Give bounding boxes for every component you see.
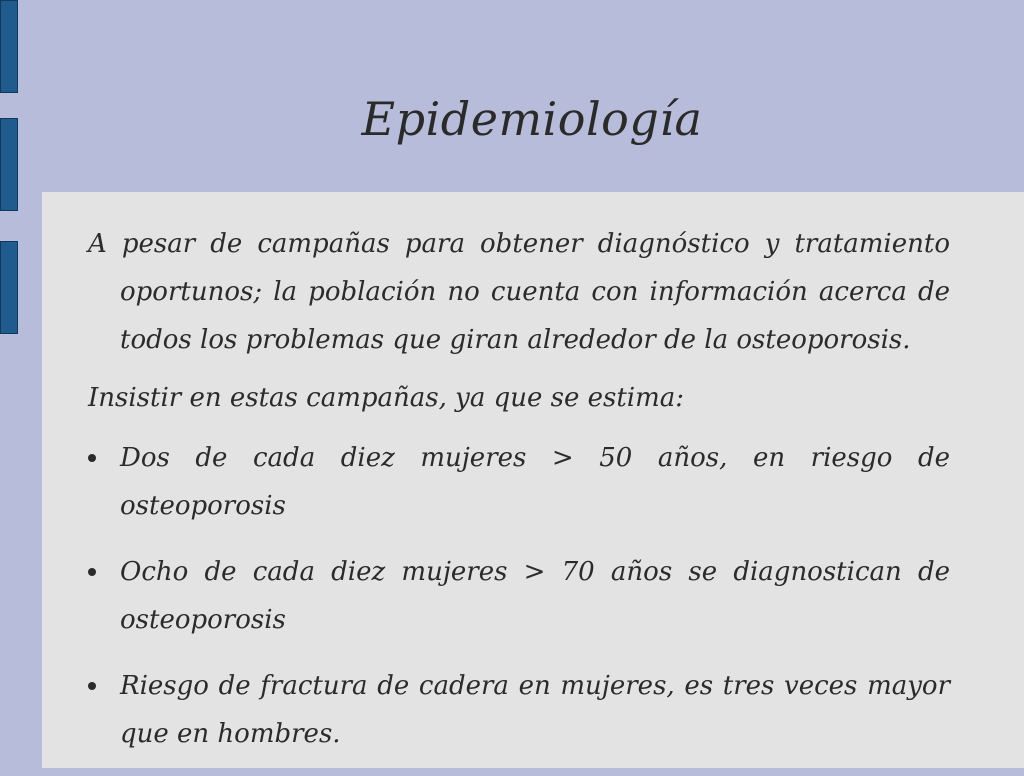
- bullet-dot-icon: [88, 568, 96, 576]
- bullet-item: [88, 662, 950, 758]
- decorative-bar-2: [0, 118, 18, 211]
- left-strip: [0, 0, 40, 768]
- decorative-bar-1: [0, 0, 18, 93]
- bullet-text: Ocho de cada diez mujeres > 70 años se diagnostican de osteoporosis: [120, 557, 950, 635]
- bullet-item: [88, 548, 950, 644]
- slide-title: Epidemiología: [361, 92, 703, 146]
- intro-paragraph: A pesar de campañas para obtener diagnóstico y tratamiento oportunos; la población no cuenta con información acerca de todos los problemas que giran alrededor de la osteoporosis.: [88, 229, 950, 355]
- bullet-text: Riesgo de fractura de cadera en mujeres, es tres veces mayor que en hombres.: [120, 671, 950, 749]
- bullet-dot-icon: [88, 454, 96, 462]
- decorative-bar-3: [0, 241, 18, 334]
- bullet-text: Dos de cada diez mujeres > 50 años, en riesgo de osteoporosis: [120, 443, 950, 521]
- bullet-dot-icon: [88, 682, 96, 690]
- bullet-item: [88, 434, 950, 530]
- slide-content: [88, 220, 950, 776]
- intro-line: Insistir en estas campañas, ya que se estima:: [88, 383, 685, 413]
